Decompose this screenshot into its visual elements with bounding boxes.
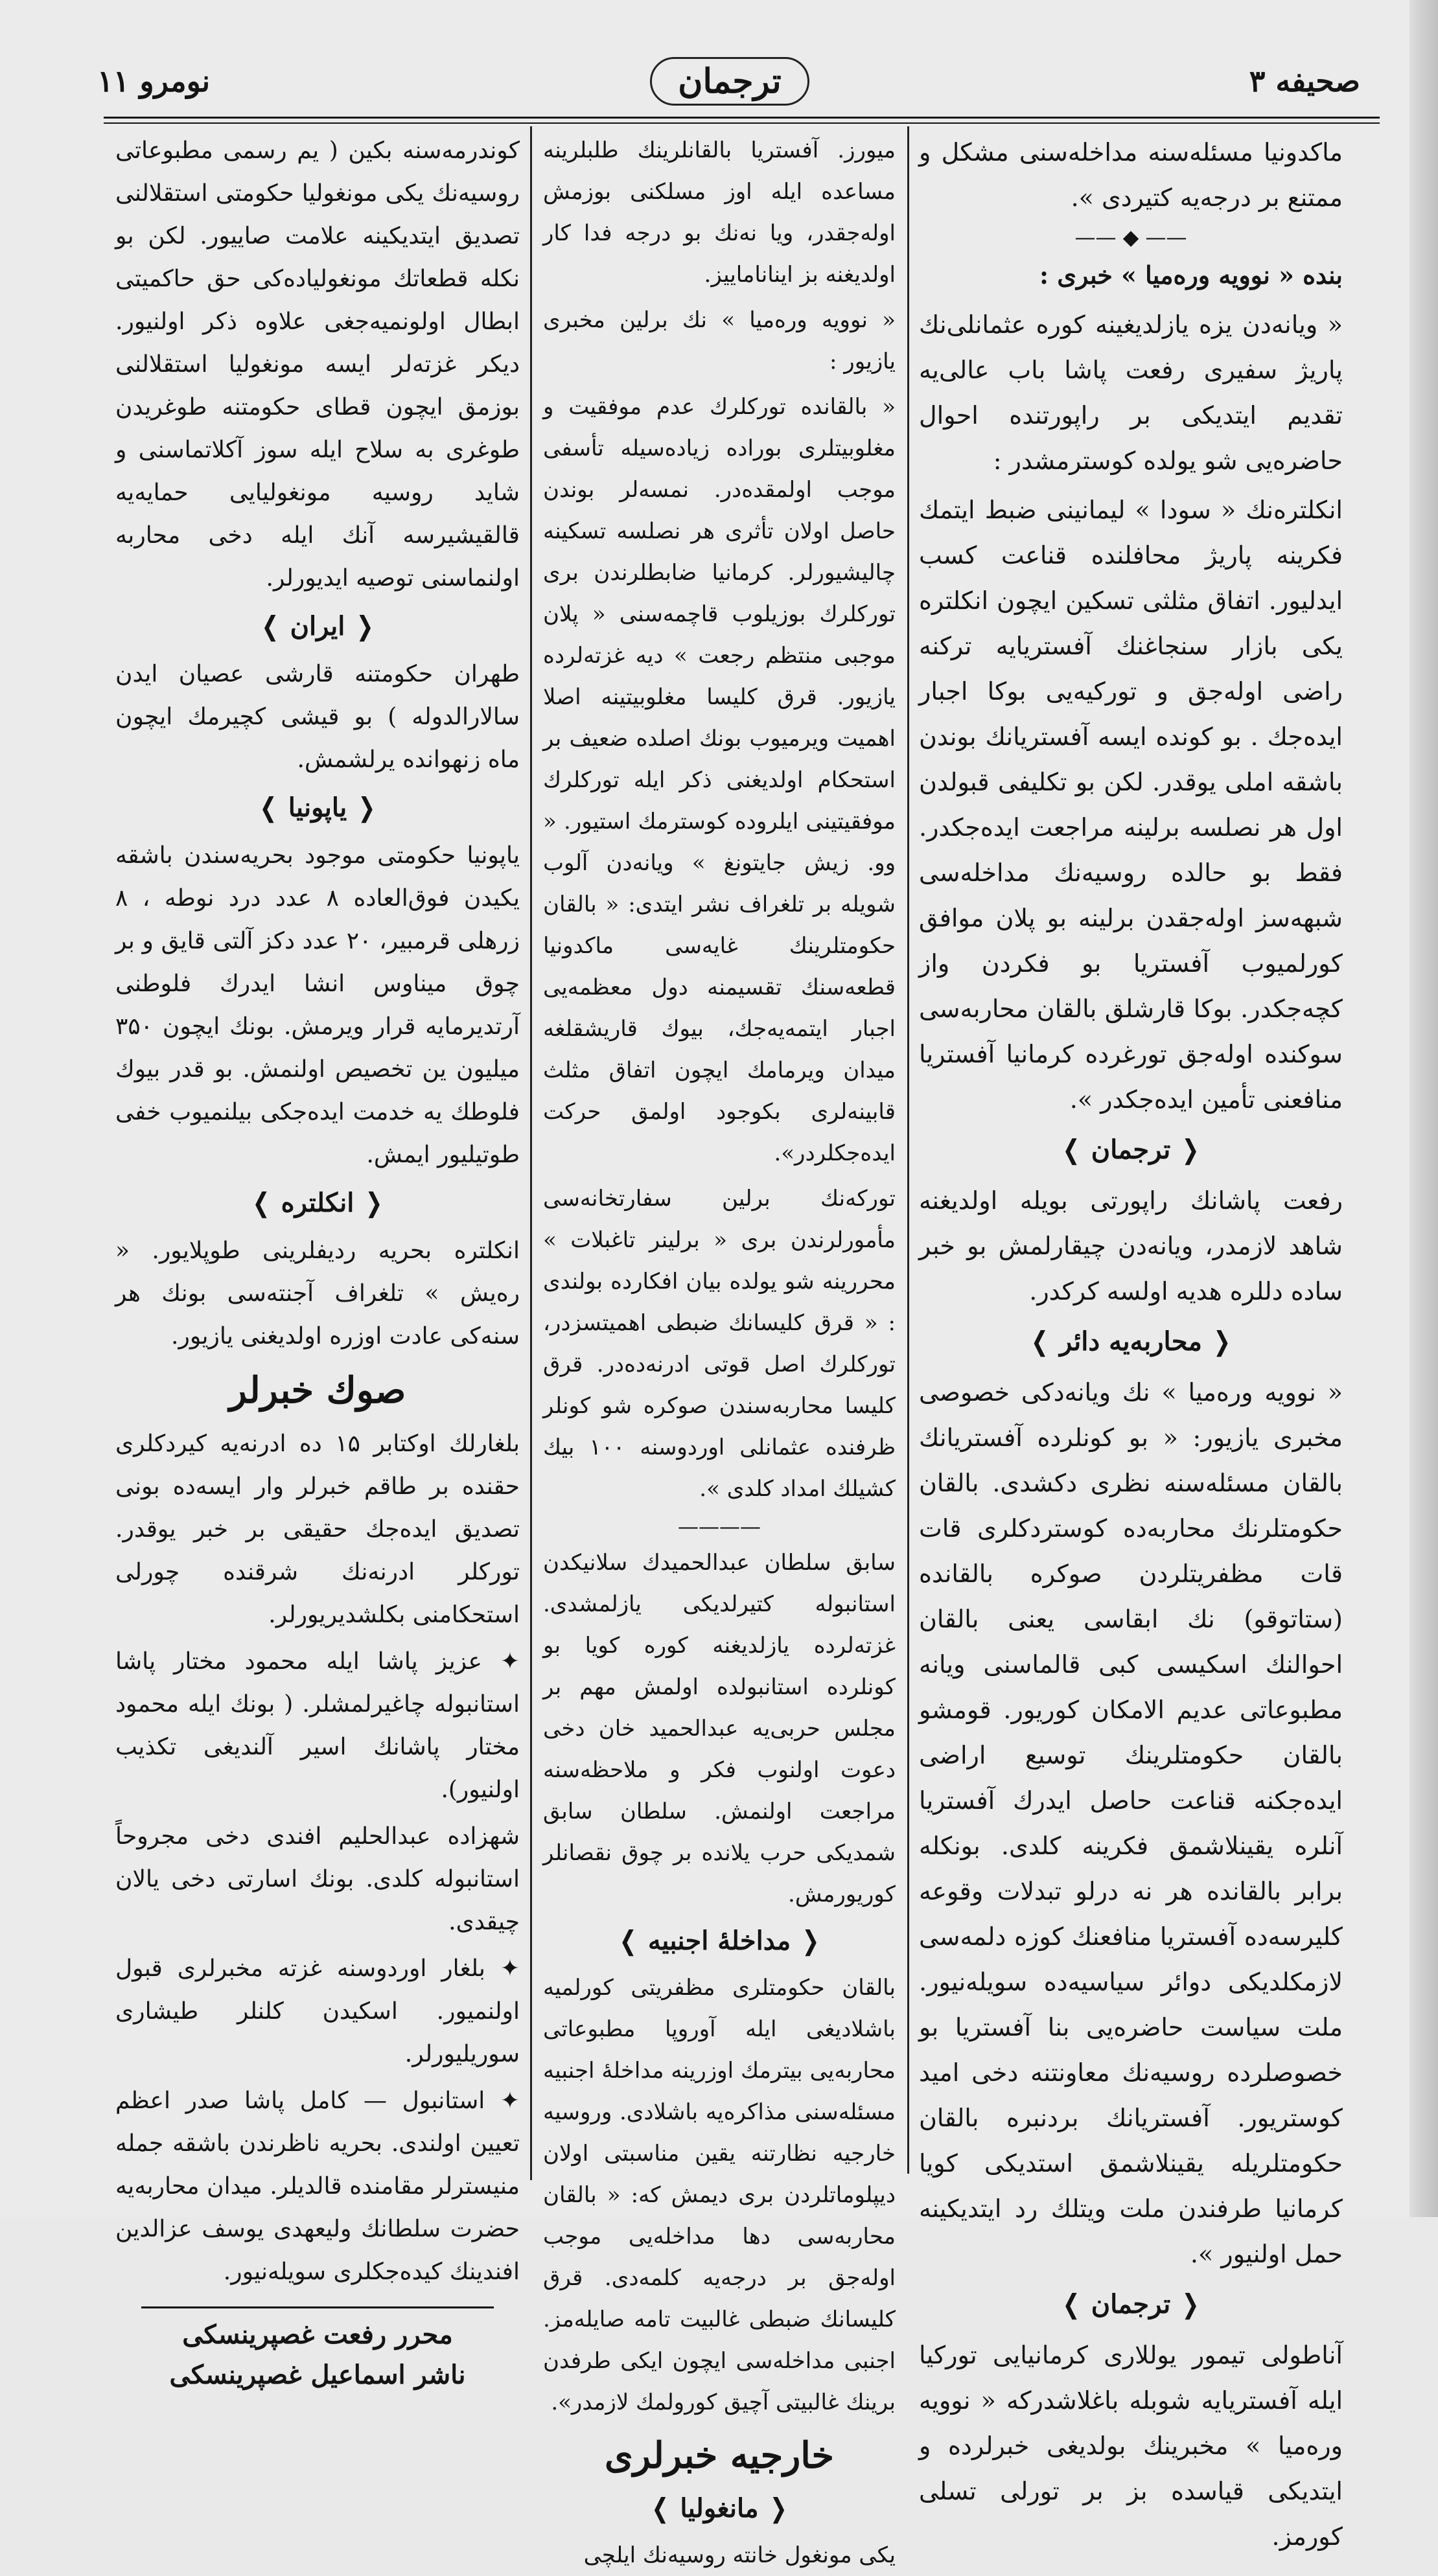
column-left (104, 130, 531, 2390)
paragraph: انکلتره بحریه ردیفلرینی طوپلایور. « ره‌یش » تلغراف آجنته‌سی بونك هر سنه‌کی عادت اوزره اولدیغنی یازیور. (115, 1237, 520, 1350)
section-heading: ❬ مداخلهٔ اجنبیه ❭ (543, 1920, 896, 1962)
paragraph: آناطولی تیمور یوللاری کرمانیایی تورکیا ایله آفستریایه شوبله باغلاشدرکه « نوویه وره‌میا » مخبرینك بولدیغی خبرلرده و ایتدیکی قیاسده بز بر تورلی تسلی کورمز. (919, 2341, 1343, 2551)
ornament-divider: ———— (678, 1514, 761, 1539)
section-heading: ❬ ترجمان ❭ (919, 2282, 1343, 2327)
paragraph: طهران حکومتنه قارشی عصیان ایدن سالارالدوله‌ ) بو قیشی کچیرمك ایچون ماه زنهوانده یرلشمش. (115, 661, 520, 773)
paragraph: ماکدونیا مسئله‌سنه مداخله‌سنی مشکل و ممتنع بر درجه‌یه کتیردی ». (919, 138, 1343, 212)
header-rule (104, 117, 1380, 124)
section-title: خارجیه خبرلری (605, 2434, 834, 2477)
paragraph: ✦ عزیز پاشا ایله محمود مختار پاشا استانبوله چاغیرلمشلر. ( بونك ایله محمود مختار پاشانك اسیر آلندیغی تکذیب اولنیور). (115, 1648, 520, 1803)
column-middle (531, 130, 907, 2568)
paragraph: تورکه‌نك برلین سفارتخانه‌سی مأمورلرندن بری « برلینر تاغبلات » محررینه شو یولده بیان افکارده بولندی : « قرق کلیسانك ضبطی اهمیتسزدر، تورکلرك اصل قوتی ادرنه‌ده‌در. قرق کلیسا محاربه‌سندن صوکره شو کونلر ظرفنده عثمانلی اوردوسنه ۱۰۰ بیك کشیلك امداد کلدی ». (543, 1186, 896, 1502)
publisher-signature: ناشر اسماعیل غصپرینسکی (169, 2360, 466, 2390)
paragraph: میورز. آفستریا بالقانلرینك طلبلرینه مساعده ایله اوز مسلکنی بوزمش اوله‌جقدر، ویا نه‌نك بو درجه فدا کار اولدیغنه بز ایناناماییز. (543, 137, 896, 288)
paragraph: بلغارلك اوکتابر ۱۵ ده ادرنه‌یه کیردکلری حقنده بر طاقم خبرلر وار ایسه‌ده بونی تصدیق ایده‌جك حقیقی بر خبر یوقدر. تورکلر ادرنه‌نك شرقنده چورلی استحکامنی بکلشدیریورلر. (115, 1431, 520, 1628)
page-number-label: صحیفه ۳ (1249, 63, 1360, 98)
paragraph: رفعت پاشانك راپورتی بویله اولدیغنه شاهد لازمدر، ویانه‌دن چیقارلمش بو خبر ساده دللره هدیه اولسه کرکدر. (919, 1186, 1343, 1305)
section-heading: ❬ محاربه‌یه دائر ❭ (919, 1319, 1343, 1364)
paragraph: شهزاده عبدالحلیم افندی دخی مجروحاً استانبوله کلدی. بونك اسارتی دخی یالان چیقدی. (115, 1823, 520, 1935)
section-heading: ❬ انکلتره ❭ (115, 1182, 520, 1225)
newspaper-title: ترجمان (650, 57, 809, 106)
paragraph: « بالقانده تورکلرك عدم موفقیت و مغلوبیتلری بوراده زیاده‌سیله تأسفی موجب اولمقده‌در. نمسه‌لر بوندن حاصل اولان تأثری هر نصلسه تسکینه چالیشیورلر. کرمانیا ضابطلرندن بری تورکلرك بوزیلوب قاچمه‌سنی « پلان موجبی منتظم رجعت » دیه غزته‌لرده یازیور. قرق کلیسا مغلوبیتینه اصلا اهمیت ویرمیوب بونك اصلده ضعیف بر استحکام اولدیغنی ذکر ایله تورکلرك موفقیتینی ایلروده کوسترمك استیور. « وو. زیش جایتونغ » ویانه‌دن آلوب شویله بر تلغراف نشر ایتدی: « بالقان حکومتلرینك غایه‌سی ماکدونیا قطعه‌سنك تقسیمنه دول معظمه‌یی اجبار ایتمه‌یه‌جك، بیوك قاریشقلغه میدان ویرمامك ایچون اتفاق مثلث قابینه‌لری بکوجود اولمق حرکت ایده‌جکلردر». (543, 394, 896, 1166)
paragraph: کوندرمه‌سنه بکین ( یم رسمی مطبوعاتی روسیه‌نك یکی مونغولیا حکومتی استقلالنی تصدیق ایتدیکینه علامت صاییور. لکن بو نکله قطعاتك مونغولیاده‌کی حق حاکمیتی ابطال اولونمیه‌جغی علاوه ذکر اولنیور. دیکر غزته‌لر ایسه مونغولیا استقلالنی بوزمق ایچون قطای حکومتنه طوغریدن طوغری به سلاح ایله سوز آکلاتماسنی و شاید روسیه مونغولیایی حمایه‌یه قالقیشیرسه آنك ایله دخی محاربه اولنماسنی توصیه ایدیورلر. (115, 137, 520, 592)
section-heading: ❬ ترجمان ❭ (919, 1127, 1343, 1173)
ornament-divider: —— ◆ —— (1074, 225, 1187, 249)
column-right (907, 130, 1354, 2551)
paragraph-lead: بنده « نوویه وره‌میا » خبری : (1039, 260, 1343, 290)
paragraph: یکی مونغول خانته روسیه‌نك ایلچی (583, 2542, 896, 2568)
paragraph: « نوویه وره‌میا » نك ویانه‌دکی خصوصی مخبری یازیور: « بو کونلرده آفستریانك بالقان مسئله‌سنه نظری دکشدی. بالقان حکومتلرنك محاربه‌ده کوستردکلری قات قات مظفریتلردن صوکره بالقانده (ستاتوقو) نك ابقاسی یعنی بالقان احوالنك اسکیسی کبی قالماسنی ویانه مطبوعاتی عدیم الامکان کوریور. قومشو بالقان حکومتلرینك توسیع اراضی ایده‌جکنه قناعت حاصل ایدرك آفستریا آنلره یقینلاشمق فکرینه کلدی. بونکله برابر بالقانده هر نه درلو تبدلات وقوعه کلیرسه‌ده آفستریا منافعنك کوزه دلمه‌سی لازمکلدیکی دوائر سیاسیه‌ده سویله‌نیور. ملت سیاست حاضره‌یی بنا آفستریا بو خصوصلرده روسیه‌نك معاونتنه دخی امید کوستریور. آفستریانك بردنبره بالقان حکومتلریله یقینلاشمق استدیکی کویا کرمانیا طرفندن ملت ویتلك رد ایتدیکینه حمل اولنیور ». (919, 1378, 1343, 2268)
section-heading: ❬ مانغولیا ❭ (543, 2488, 896, 2529)
paragraph: ✦ استانبول — کامل پاشا صدر اعظم تعیین اولندی. بحریه ناظرندن باشقه جمله منیسترلر مقامنده قالدیلر. میدان محاربه‌یه حضرت سلطانك ولیعهدی یوسف عزالدین افندینك کیده‌جکلری سویله‌نیور. (115, 2087, 520, 2285)
section-heading: ❬ ایران ❭ (115, 605, 520, 648)
masthead (97, 45, 1360, 117)
paragraph: یاپونیا حکومتی موجود بحریه‌سندن باشقه یکیدن فوق‌العاده ۸ عدد درد نوطه ، ۸ زرهلی قرمبیر، ۲۰ عدد دکز آلتی قایق و بر چوق میناوس انشا ایدرك فلوطنی آرتدیرمایه قرار ویرمش. بونك ایچون ۳۵۰ میلیون ین تخصیص اولنمش. بو قدر بیوك فلوطك یه خدمت ایده‌جکی بیلنمیوب خفی طوتیلیور ایمش. (115, 842, 520, 1168)
paragraph: بالقان حکومتلری مظفریتی کورلمیه باشلادیغی ایله آوروپا مطبوعاتی محاربه‌یی بیترمك اوزرینه مداخلهٔ اجنبیه مسئله‌سنی مذاکره‌یه باشلادی. وروسیه خارجیه نظارتنه یقین مناسبتی اولان دیپلوماتلردن بری دیمش که: « بالقان محاربه‌سی دها مداخله‌یی موجب اوله‌جق بر درجه‌یه کلمه‌دی. قرق کلیسانك ضبطی غالبیت تامه صایله‌مز. اجنبی مداخله‌سی ایچون ایکی طرفدن برینك غالبیتی آچیق کورولمك لازمدر». (543, 1975, 896, 2415)
page-edge (1409, 0, 1438, 2217)
paragraph-lead: « نوویه وره‌میا » نك برلین مخبری یازیور : (543, 307, 896, 374)
section-title: صوك خبرلر (229, 1369, 406, 1412)
editor-signature: محرر رفعت غصپرینسکی (182, 2319, 453, 2350)
paragraph: سابق سلطان عبدالحمیدك سلانیکدن استانبوله کتیرلدیکی یازلمشدی. غزته‌لرده یازلدیغنه کوره کویا بو کونلرده استانبولده اولمش مهم بر مجلس حربی‌یه عبدالحمید خان دخی دعوت اولنوب فکر و ملاحظه‌سنه مراجعت اولنمش. سلطان سابق شمدیکی حرب یلانده بر چوق نقصانلر کوریورمش. (543, 1550, 896, 1907)
footer-rule (141, 2306, 494, 2308)
section-heading: ❬ یاپونیا ❭ (115, 787, 520, 829)
paragraph: ✦ بلغار اوردوسنه غزته مخبرلری قبول اولنمیور. اسکیدن کلنلر طیشاری سوریلیورلر. (115, 1955, 520, 2067)
paragraph: انکلتره‌نك « سودا » لیمانینی ضبط ایتمك فکرینه پاریژ محافلنده قناعت کسب ایدلیور. اتفاق مثلثی تسکین ایچون انکلتره یکی بازار سنجاغنك آفستریایه ترکنه راضی اوله‌جق و تورکیه‌یی بوکا اجبار ایده‌جك . بو کونده ایسه آفستریانك بوندن باشقه املی یوقدر. لکن بو تکلیفی قبولدن اول هر نصلسه برلینه مراجعت ایده‌جکدر. فقط بو حالده روسیه‌نك مداخله‌سی شبهه‌سز اوله‌جقدن برلینه بو پلان موافق کورلمیوب آفستریا بو فکردن واز کچه‌جکدر. بوکا قارشلق بالقان محاربه‌سی سوکنده اوله‌جق تورغرده کرمانیا آفستریا منافعنی تأمین ایده‌جکدر ». (919, 496, 1343, 1114)
issue-number-label: نومرو ۱۱ (97, 63, 211, 98)
paragraph: « ویانه‌دن یزه یازلدیغینه کوره عثمانلی‌نك پاریژ سفیری رفعت پاشا باب عالی‌یه تقدیم ایتدیکی بر راپورتنده احوال حاضره‌یی شو یولده کوسترمشدر : (919, 310, 1343, 475)
